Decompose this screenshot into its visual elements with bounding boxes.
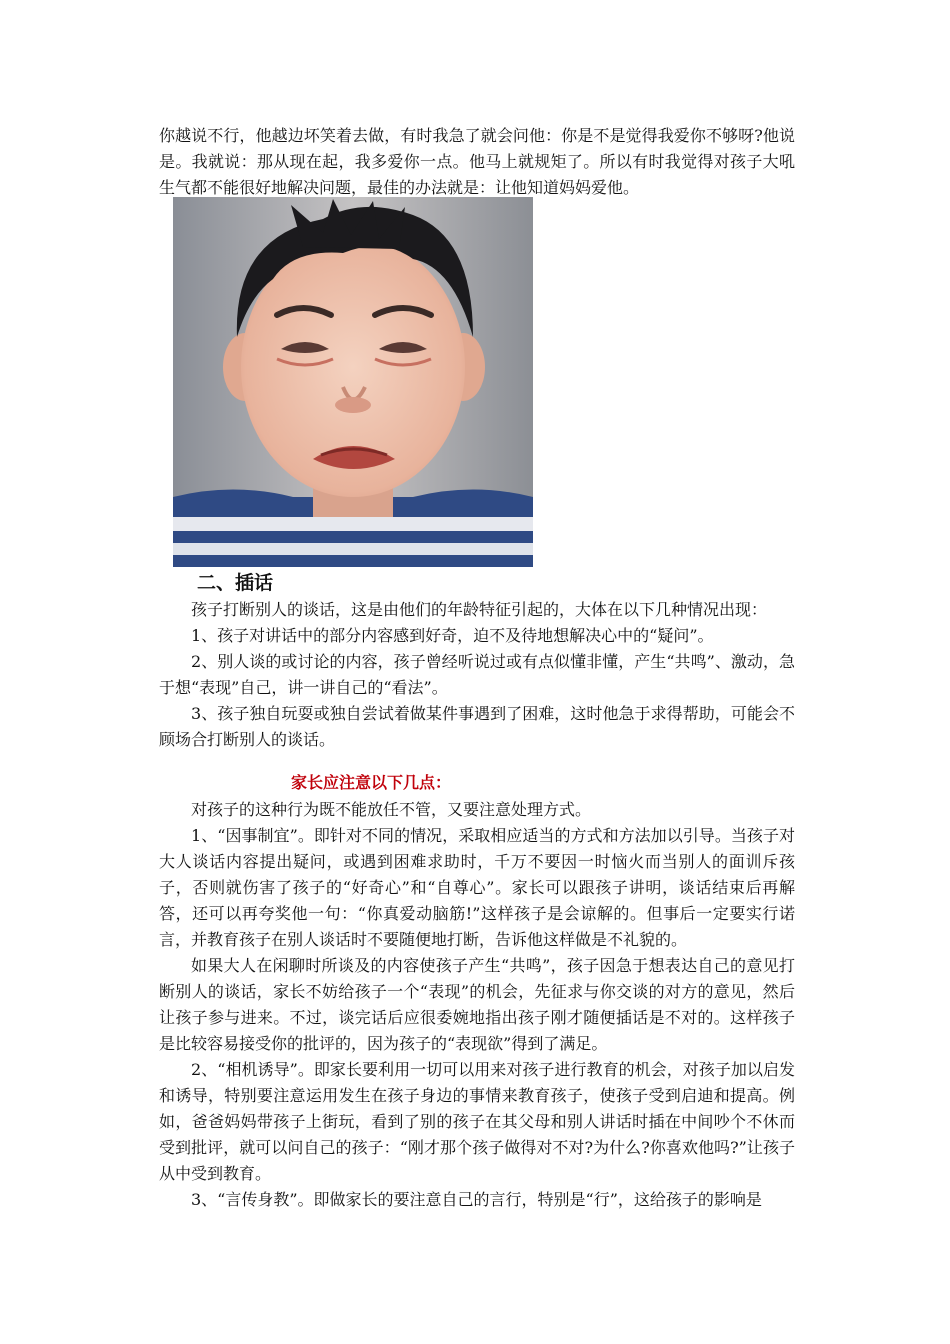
section2-paragraph: 1、“因事制宜”。即针对不同的情况，采取相应适当的方式和方法加以引导。当孩子对大人谈话内容提出疑问，或遇到困难求助时，千万不要因一时恼火而当别人的面训斥孩子，否则就伤害了孩子的“好奇心”和“自尊心”。家长可以跟孩子讲明，谈话结束后再解答，还可以再夸奖他一句：“你真爱动脑筋!”这样孩子是会谅解的。但事后一定要实行诺言，并教育孩子在别人谈话时不要随便地打断，告诉他这样做是不礼貌的。 bbox=[159, 826, 795, 949]
section1-paragraph: 孩子打断别人的谈话，这是由他们的年龄特征引起的，大体在以下几种情况出现： bbox=[191, 600, 768, 619]
intro-paragraph-block bbox=[159, 123, 795, 201]
section2-paragraph: 2、“相机诱导”。即家长要利用一切可以用来对孩子进行教育的机会，对孩子加以启发和诱导，特别要注意运用发生在孩子身边的事情来教育孩子，使孩子受到启迪和提高。例如，爸爸妈妈带孩子上街玩，看到了别的孩子在其父母和别人讲话时插在中间吵个不休而受到批评，就可以问自己的孩子：“刚才那个孩子做得对不对?为什么?你喜欢他吗?”让孩子从中受到教育。 bbox=[159, 1060, 795, 1183]
crying-child-illustration bbox=[173, 197, 533, 567]
section1-body bbox=[159, 597, 795, 753]
section-heading: 二、插话 bbox=[197, 572, 274, 594]
subheading: 家长应注意以下几点： bbox=[291, 773, 452, 792]
section1-paragraph: 3、孩子独自玩耍或独自尝试着做某件事遇到了困难，这时他急于求得帮助，可能会不顾场合打断别人的谈话。 bbox=[159, 704, 795, 749]
section1-paragraph: 2、别人谈的或讨论的内容，孩子曾经听说过或有点似懂非懂，产生“共鸣”、激动，急于想“表现”自己，讲一讲自己的“看法”。 bbox=[159, 652, 795, 697]
section1-paragraph: 1、孩子对讲话中的部分内容感到好奇，迫不及待地想解决心中的“疑问”。 bbox=[191, 626, 714, 645]
section2-paragraph: 3、“言传身教”。即做家长的要注意自己的言行，特别是“行”，这给孩子的影响是 bbox=[191, 1190, 762, 1209]
section2-paragraph: 对孩子的这种行为既不能放任不管，又要注意处理方式。 bbox=[191, 800, 592, 819]
intro-paragraph: 你越说不行，他越边坏笑着去做，有时我急了就会问他：你是不是觉得我爱你不够呀?他说是。我就说：那从现在起，我多爱你一点。他马上就规矩了。所以有时我觉得对孩子大吼生气都不能很好地解决问题，最佳的办法就是：让他知道妈妈爱他。 bbox=[159, 126, 795, 197]
section2-paragraph: 如果大人在闲聊时所谈及的内容使孩子产生“共鸣”，孩子因急于想表达自己的意见打断别人的谈话，家长不妨给孩子一个“表现”的机会，先征求与你交谈的对方的意见，然后让孩子参与进来。不过，谈完话后应很委婉地指出孩子刚才随便插话是不对的。这样孩子是比较容易接受你的批评的，因为孩子的“表现欲”得到了满足。 bbox=[159, 956, 795, 1053]
crying-child-photo bbox=[173, 197, 533, 567]
section2-body bbox=[159, 797, 795, 1213]
